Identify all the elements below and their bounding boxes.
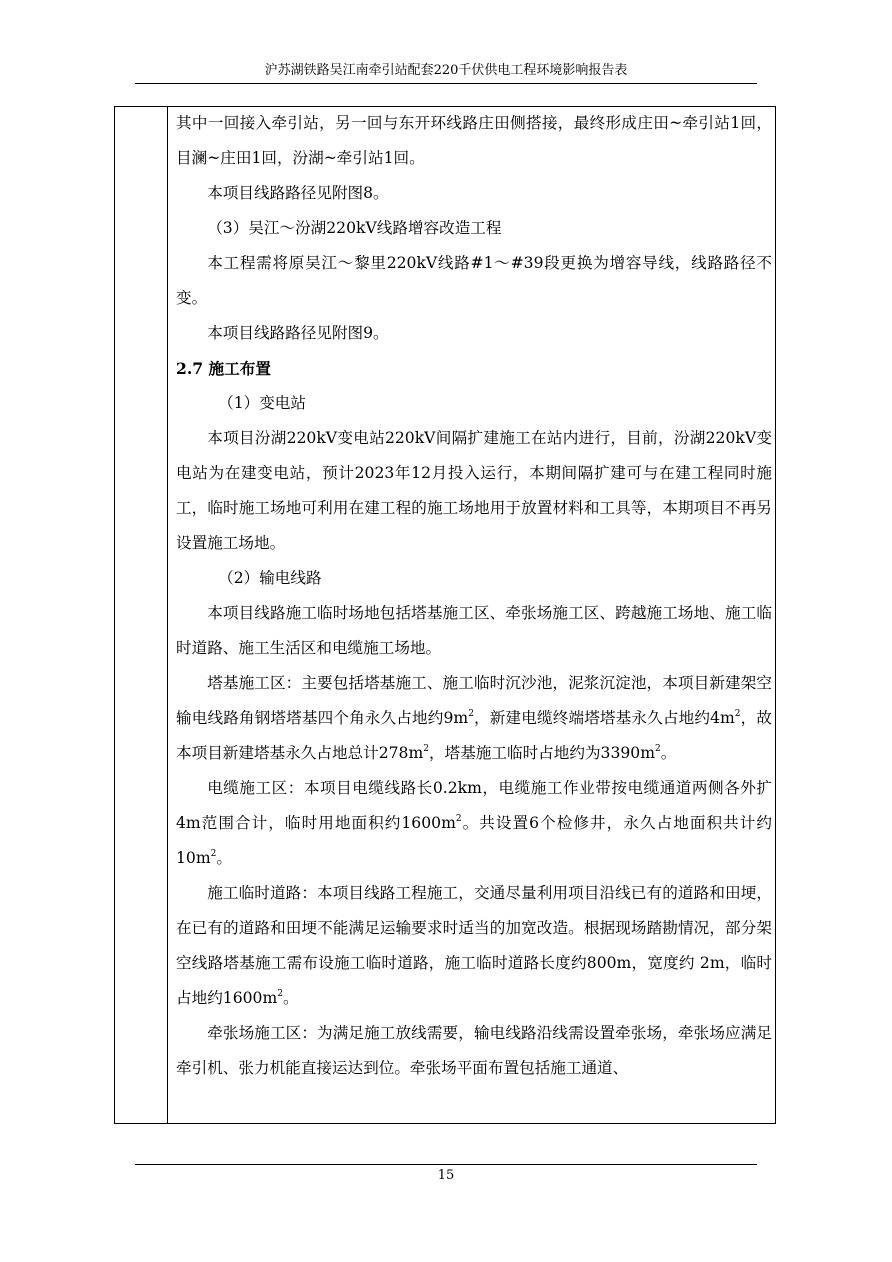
superscript: 2 — [277, 989, 283, 999]
paragraph-route-figure-9: 本项目线路路径见附图9。 — [207, 324, 389, 342]
paragraph-route-figure-8: 本项目线路路径见附图8。 — [207, 184, 389, 202]
paragraph-substation: 本项目汾湖220kV变电站220kV间隔扩建施工在站内进行，目前，汾湖220kV变电站为在建变电站，预计2023年12月投入运行，本期间隔扩建可与在建工程同时施工，临时施工场地可利用在建工程的施工场地用于放置材料和工具等，本期项目不再另设置施工场地。 — [176, 429, 772, 552]
section-heading-construction-layout: 2.7 施工布置 — [176, 359, 271, 378]
paragraph-tower-area — [176, 666, 772, 771]
subheading-transmission-line: （2）输电线路 — [218, 569, 322, 587]
superscript: 2 — [210, 849, 217, 859]
text-run: 。 — [660, 744, 677, 762]
text-run: ，新建电缆终端塔塔基永久占地约4m — [473, 709, 735, 727]
paragraph-tension-stringing-area: 牵张场施工区：为满足施工放线需要，输电线路沿线需设置牵张场，牵张场应满足牵引机、张力机能直接运达到位。牵张场平面布置包括施工通道、 — [176, 1024, 772, 1077]
paragraph-capacity-upgrade: 本工程需将原吴江～黎里220kV线路#1～#39段更换为增容导线，线路路径不变。 — [176, 254, 772, 307]
text-run: 电缆施工区：本项目电缆线路长0.2km，电缆施工作业带按电缆通道两侧各外扩4m范围合计，临时用地面积约1600m — [176, 779, 772, 832]
subheading-capacity-upgrade: （3）吴江～汾湖220kV线路增容改造工程 — [207, 219, 502, 237]
page-header: 沪苏湖铁路吴江南牵引站配套220千伏供电工程环境影响报告表 — [264, 63, 628, 78]
subheading-substation: （1）变电站 — [218, 394, 306, 412]
header-rule — [135, 83, 757, 84]
footer-rule — [135, 1164, 757, 1165]
paragraph-temporary-sites: 本项目线路施工临时场地包括塔基施工区、牵张场施工区、跨越施工场地、施工临时道路、施工生活区和电缆施工场地。 — [176, 604, 772, 657]
superscript: 2 — [655, 744, 661, 754]
paragraph-temporary-roads — [176, 876, 772, 1016]
body-content — [176, 106, 772, 1086]
text-run: 。 — [216, 849, 232, 867]
superscript: 2 — [734, 709, 741, 719]
superscript: 2 — [423, 744, 430, 754]
text-run: 。 — [283, 989, 299, 1007]
text-run: 。共设置6个检修井，永久占地面积共计约10m — [176, 814, 773, 867]
text-run: 施工临时道路：本项目线路工程施工，交通尽量利用项目沿线已有的道路和田埂，在已有的道路和田埂不能满足运输要求时适当的加宽改造。根据现场踏勘情况，部分架空线路塔基施工需布设施工临时道路，施工临时道路长度约800m，宽度约 2m，临时占地约1600m — [176, 884, 772, 1007]
text-run: ，塔基施工临时占地约为3390m — [429, 744, 656, 762]
text-run: ，故本项目新建塔基永久占地总计278m — [176, 709, 772, 762]
superscript: 2 — [455, 814, 462, 824]
paragraph-line-connection: 其中一回接入牵引站，另一回与东开环线路庄田侧搭接，最终形成庄田~牵引站1回，目澜~庄田1回，汾湖~牵引站1回。 — [176, 114, 772, 167]
paragraph-cable-area — [176, 771, 772, 876]
superscript: 2 — [468, 709, 474, 719]
page-number: 15 — [437, 1168, 455, 1183]
table-column-divider — [167, 107, 168, 1123]
text-run: 塔基施工区：主要包括塔基施工、施工临时沉沙池，泥浆沉淀池，本项目新建架空输电线路角钢塔塔基四个角永久占地约9m — [176, 674, 772, 727]
